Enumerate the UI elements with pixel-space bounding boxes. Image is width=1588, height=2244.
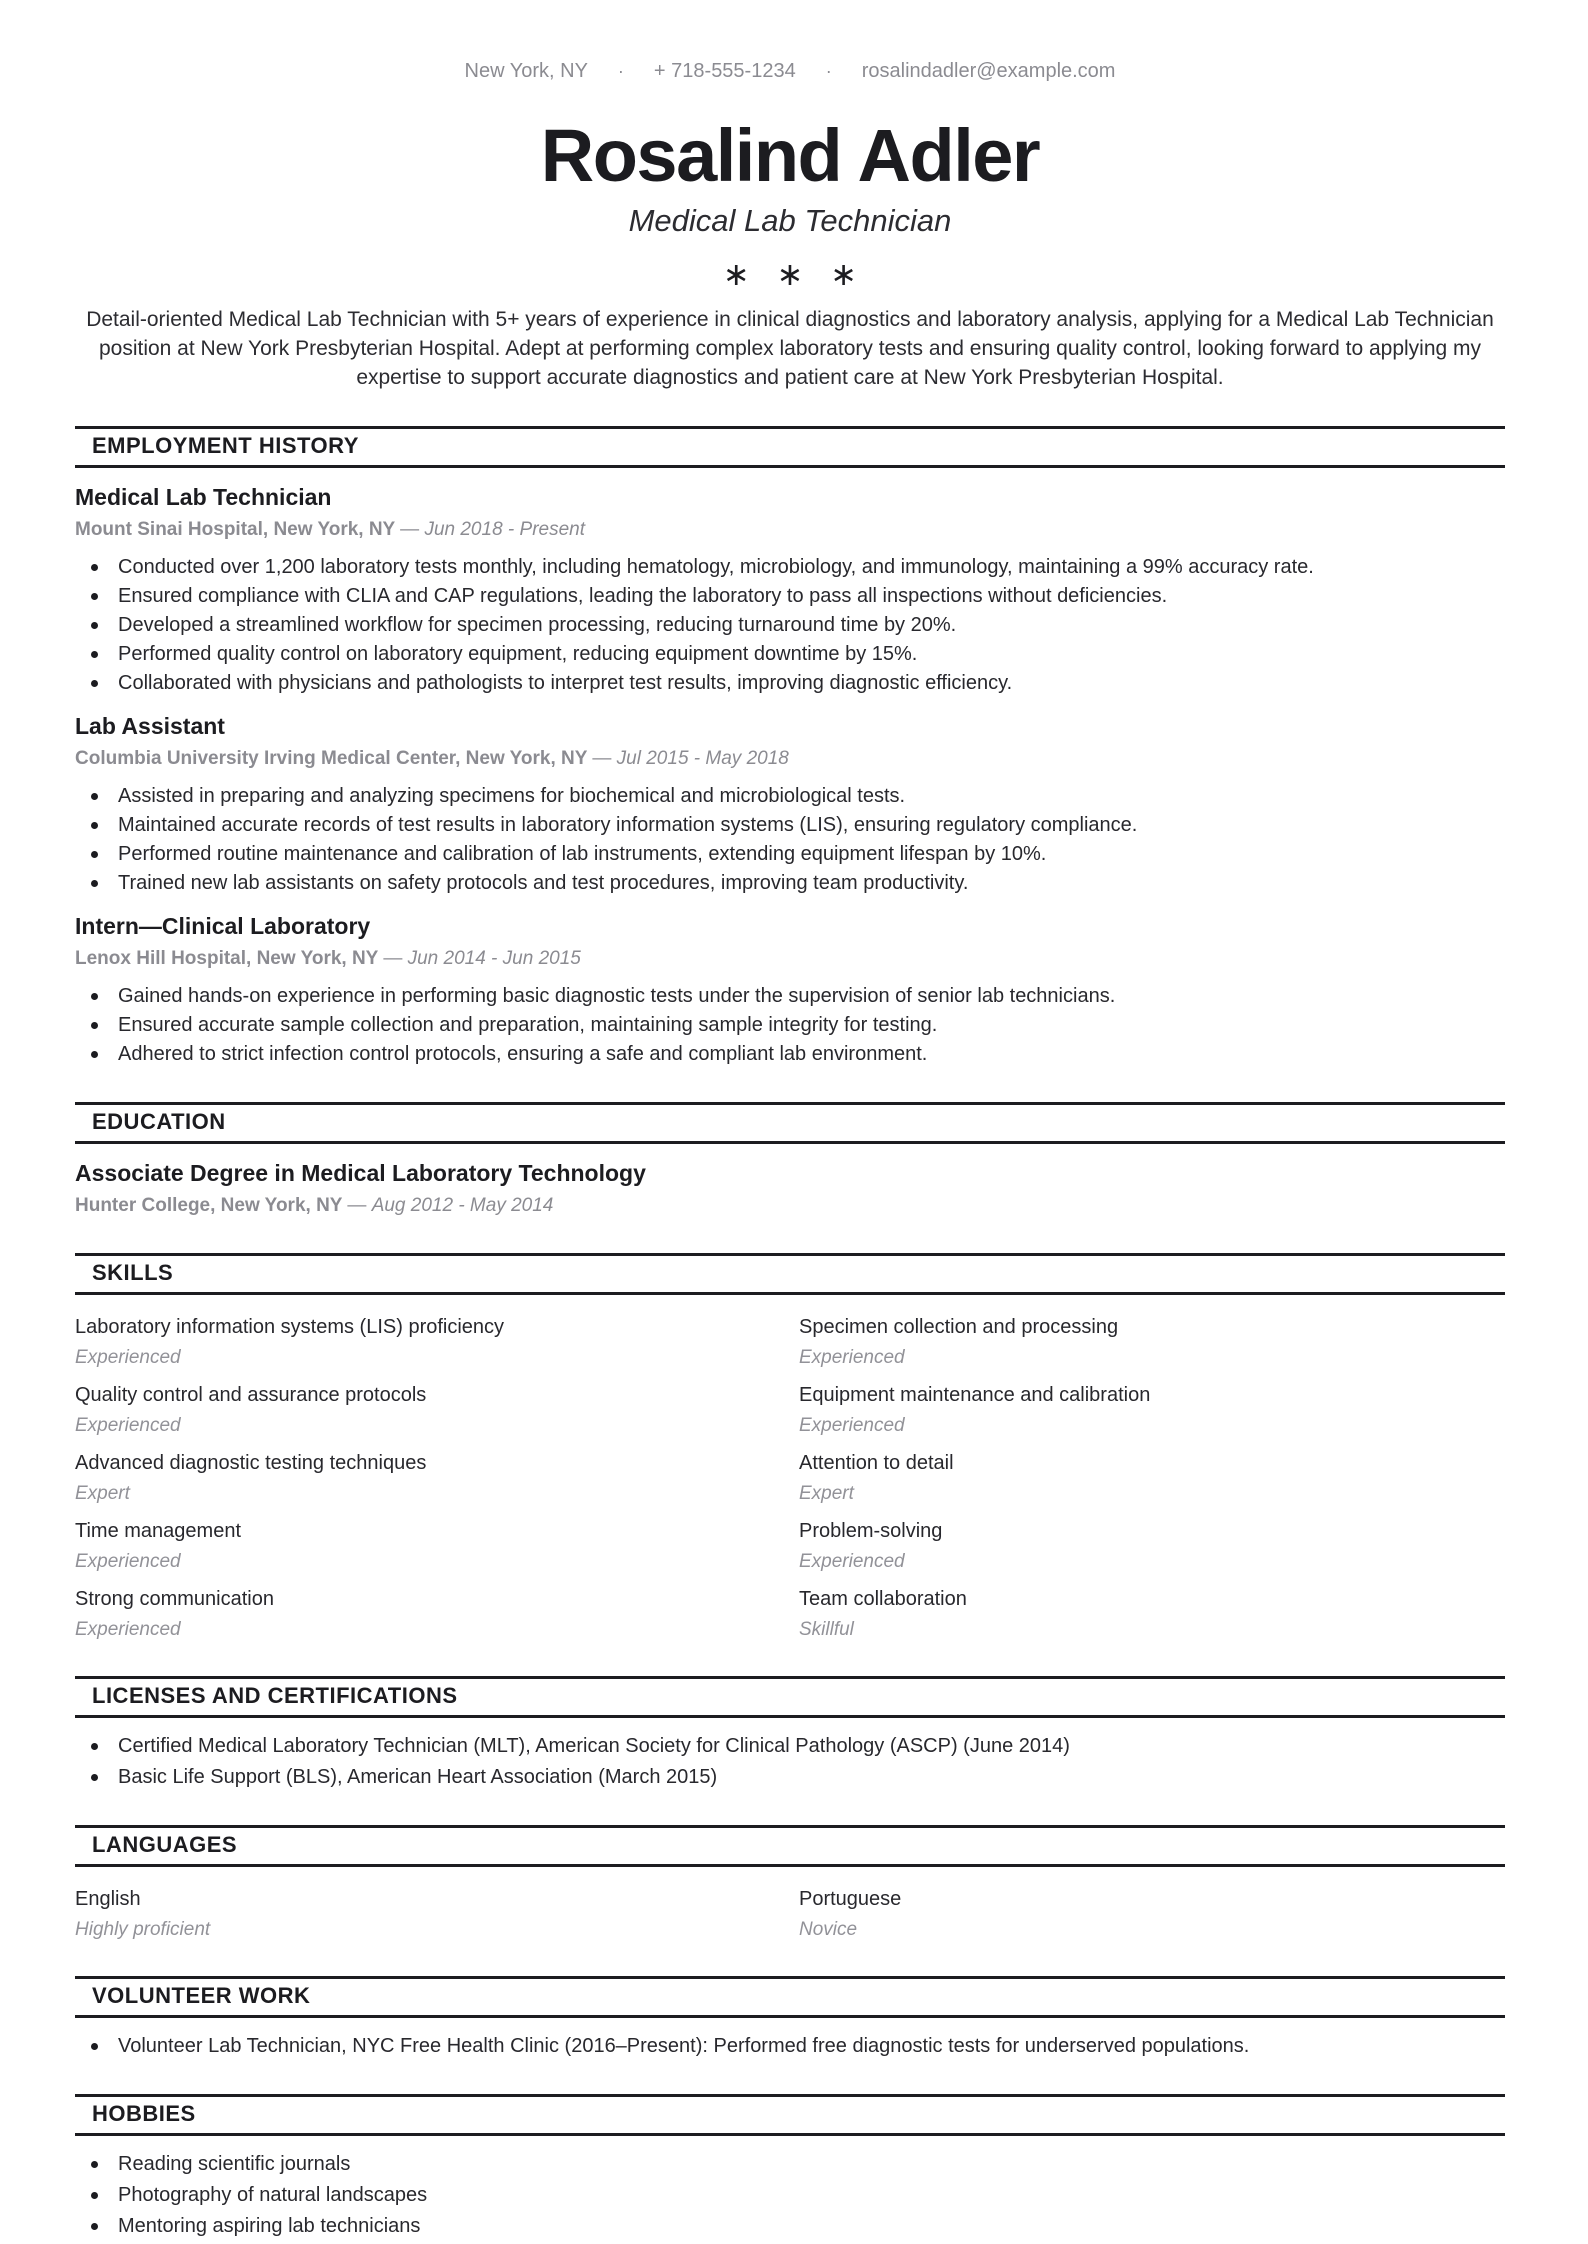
degree-title: Associate Degree in Medical Laboratory Technology [75, 1160, 646, 1186]
skill-level: Experienced [75, 1415, 181, 1436]
job-title: Medical Lab Technician [75, 484, 332, 510]
skill-item [799, 1315, 1505, 1370]
hobby-item: Mentoring aspiring lab technicians [75, 2212, 1505, 2240]
dot-separator: · [617, 61, 624, 81]
language-item [75, 1887, 781, 1942]
contact-bar [75, 0, 1505, 83]
skill-name: Problem-solving [799, 1520, 943, 1542]
volunteer-item: Volunteer Lab Technician, NYC Free Health Clinic (2016–Present): Performed free diagnostic tests for underserved populations. [75, 2032, 1505, 2060]
job-org: Lenox Hill Hospital, New York, NY [75, 948, 379, 969]
skill-item [75, 1451, 781, 1506]
skill-item [75, 1315, 781, 1370]
section-heading: VOLUNTEER WORK [75, 1976, 1505, 2018]
skill-level: Experienced [799, 1415, 905, 1436]
skill-level: Experienced [75, 1551, 181, 1572]
meta-dash: — [400, 519, 420, 540]
skill-name: Specimen collection and processing [799, 1316, 1119, 1338]
skill-level: Expert [799, 1483, 854, 1504]
section-employment-history [75, 426, 1505, 1068]
job-entry [75, 711, 1505, 897]
job-meta [75, 946, 1505, 972]
job-entry [75, 482, 1505, 697]
bullet-item: Ensured accurate sample collection and preparation, maintaining sample integrity for testing. [75, 1011, 1505, 1039]
skill-level: Experienced [75, 1347, 181, 1368]
job-dates: Jun 2014 - Jun 2015 [407, 948, 581, 969]
skill-item [75, 1383, 781, 1438]
bullet-item: Gained hands-on experience in performing basic diagnostic tests under the supervision of senior lab technicians. [75, 982, 1505, 1010]
bullet-item: Performed routine maintenance and calibration of lab instruments, extending equipment lifespan by 10%. [75, 840, 1505, 868]
job-bullet-list [75, 553, 1505, 697]
bullet-item: Ensured compliance with CLIA and CAP regulations, leading the laboratory to pass all inspections without deficiencies. [75, 582, 1505, 610]
bullet-item: Trained new lab assistants on safety protocols and test procedures, improving team productivity. [75, 869, 1505, 897]
skill-name: Laboratory information systems (LIS) proficiency [75, 1316, 505, 1338]
bullet-item: Assisted in preparing and analyzing specimens for biochemical and microbiological tests. [75, 782, 1505, 810]
skill-name: Attention to detail [799, 1452, 954, 1474]
skill-name: Time management [75, 1520, 241, 1542]
job-org: Mount Sinai Hospital, New York, NY [75, 519, 395, 540]
section-heading: LICENSES AND CERTIFICATIONS [75, 1676, 1505, 1718]
section-skills [75, 1253, 1505, 1642]
job-org: Columbia University Irving Medical Center, New York, NY [75, 748, 588, 769]
hobby-item: Photography of natural landscapes [75, 2181, 1505, 2209]
meta-dash: — [592, 748, 612, 769]
job-dates: Jul 2015 - May 2018 [616, 748, 789, 769]
section-heading: EDUCATION [75, 1102, 1505, 1144]
hobby-item: Reading scientific journals [75, 2150, 1505, 2178]
skill-name: Equipment maintenance and calibration [799, 1384, 1151, 1406]
license-item: Certified Medical Laboratory Technician (MLT), American Society for Clinical Pathology (ASCP) (June 2014) [75, 1732, 1505, 1760]
skill-item [799, 1587, 1505, 1642]
section-languages [75, 1825, 1505, 1942]
job-meta [75, 746, 1505, 772]
volunteer-list [75, 2032, 1505, 2060]
section-hobbies [75, 2094, 1505, 2240]
contact-phone: + 718-555-1234 [653, 60, 796, 82]
section-education [75, 1102, 1505, 1219]
skill-level: Experienced [799, 1347, 905, 1368]
language-item [799, 1887, 1505, 1942]
language-name: English [75, 1888, 141, 1910]
education-entry [75, 1158, 1505, 1219]
skill-level: Expert [75, 1483, 130, 1504]
bullet-item: Maintained accurate records of test results in laboratory information systems (LIS), ensuring regulatory compliance. [75, 811, 1505, 839]
section-volunteer-work [75, 1976, 1505, 2060]
bullet-item: Conducted over 1,200 laboratory tests monthly, including hematology, microbiology, and immunology, maintaining a 99% accuracy rate. [75, 553, 1505, 581]
language-level: Novice [799, 1919, 858, 1940]
resume-page [75, 0, 1505, 2240]
skill-name: Team collaboration [799, 1588, 967, 1610]
job-bullet-list [75, 982, 1505, 1068]
skill-level: Experienced [75, 1619, 181, 1640]
skill-item [75, 1587, 781, 1642]
skill-item [799, 1519, 1505, 1574]
candidate-title: Medical Lab Technician [628, 203, 952, 238]
job-bullet-list [75, 782, 1505, 897]
contact-email: rosalindadler@example.com [861, 60, 1116, 82]
section-heading: LANGUAGES [75, 1825, 1505, 1867]
job-entry [75, 911, 1505, 1068]
dot-separator: · [825, 61, 832, 81]
skill-item [75, 1519, 781, 1574]
section-heading: EMPLOYMENT HISTORY [75, 426, 1505, 468]
skill-level: Skillful [799, 1619, 854, 1640]
language-name: Portuguese [799, 1888, 902, 1910]
bullet-item: Collaborated with physicians and pathologists to interpret test results, improving diagnostic efficiency. [75, 669, 1505, 697]
education-meta [75, 1193, 1505, 1219]
bullet-item: Adhered to strict infection control protocols, ensuring a safe and compliant lab environment. [75, 1040, 1505, 1068]
license-item: Basic Life Support (BLS), American Heart Association (March 2015) [75, 1763, 1505, 1791]
meta-dash: — [383, 948, 403, 969]
education-dates: Aug 2012 - May 2014 [371, 1195, 554, 1216]
section-heading: SKILLS [75, 1253, 1505, 1295]
skills-grid [75, 1315, 1505, 1642]
skill-name: Strong communication [75, 1588, 274, 1610]
section-licenses [75, 1676, 1505, 1791]
languages-grid [75, 1887, 1505, 1942]
job-dates: Jun 2018 - Present [424, 519, 585, 540]
asterisk-divider: ∗ ∗ ∗ [722, 256, 858, 292]
skill-level: Experienced [799, 1551, 905, 1572]
job-title: Intern—Clinical Laboratory [75, 913, 371, 939]
meta-dash: — [347, 1195, 367, 1216]
section-heading: HOBBIES [75, 2094, 1505, 2136]
school-name: Hunter College, New York, NY [75, 1195, 343, 1216]
language-level: Highly proficient [75, 1919, 211, 1940]
skill-name: Advanced diagnostic testing techniques [75, 1452, 427, 1474]
skill-item [799, 1451, 1505, 1506]
job-meta [75, 517, 1505, 543]
profile-summary: Detail-oriented Medical Lab Technician with 5+ years of experience in clinical diagnostics and laboratory analysis, applying for a Medical Lab Technician position at New York Presbyterian Hospital. Adept at performing complex laboratory tests and ensuring quality control, looking forward to applying my expertise to support accurate diagnostics and patient care at New York Presbyterian Hospital. [86, 308, 1494, 389]
bullet-item: Developed a streamlined workflow for specimen processing, reducing turnaround time by 20%. [75, 611, 1505, 639]
license-list [75, 1732, 1505, 1791]
job-title: Lab Assistant [75, 713, 225, 739]
bullet-item: Performed quality control on laboratory equipment, reducing equipment downtime by 15%. [75, 640, 1505, 668]
skill-name: Quality control and assurance protocols [75, 1384, 427, 1406]
hobby-list [75, 2150, 1505, 2240]
candidate-name: Rosalind Adler [540, 114, 1040, 197]
contact-location: New York, NY [464, 60, 588, 82]
skill-item [799, 1383, 1505, 1438]
